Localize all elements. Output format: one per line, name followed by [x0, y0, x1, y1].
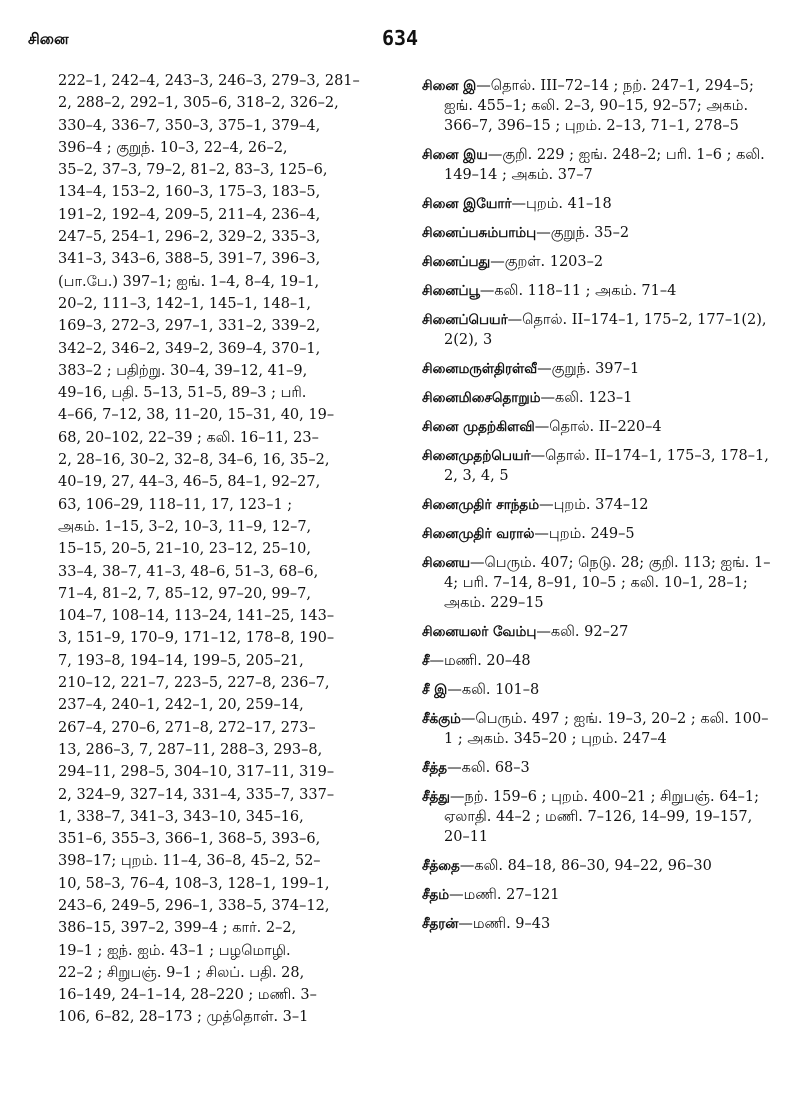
em-dash-separator: —	[479, 283, 495, 299]
entry-headword: சீதரன்	[422, 916, 459, 932]
entry-headword: சினைமிசைதொறும்	[422, 390, 541, 406]
dictionary-entry	[422, 281, 774, 301]
entry-citations: புறம். 249–5	[548, 526, 635, 542]
entry-citations: புறம். 41–18	[526, 196, 612, 212]
entry-headword: சீத்து	[422, 789, 450, 805]
entry-citations: கலி. 123–1	[554, 390, 633, 406]
citation-line: 222–1, 242–4, 243–3, 246–3, 279–3, 281–	[58, 73, 360, 89]
entry-citations: கலி. 92–27	[550, 624, 629, 640]
entry-citations: தொல். II–220–4	[549, 419, 662, 435]
citation-line: 383–2 ; பதிற்று. 30–4, 39–12, 41–9,	[58, 362, 308, 379]
page-header	[28, 26, 772, 58]
entry-citations: நற். 159–6 ; புறம். 400–21 ; சிறுபஞ். 64–1; ஏலாதி. 44–2 ; மணி. 7–126, 14–99, 19–157, 20–11	[444, 789, 760, 845]
citation-line: 49–16, பதி. 5–13, 51–5, 89–3 ; பரி.	[58, 385, 307, 402]
entry-headword: சினைமுதிர் வரால்	[422, 526, 535, 542]
entry-citations: கலி. 84–18, 86–30, 94–22, 96–30	[474, 858, 712, 874]
em-dash-separator: —	[458, 916, 473, 932]
entry-citations: கலி. 68–3	[461, 760, 530, 776]
entry-headword: சினை இயோர்	[422, 196, 512, 212]
em-dash-separator: —	[447, 682, 462, 698]
page-number: 634	[381, 26, 419, 50]
entry-headword: சினைப்பெயர்	[422, 312, 508, 328]
citation-line: 398–17; புறம். 11–4, 36–8, 45–2, 52–	[58, 853, 321, 870]
em-dash-separator: —	[537, 361, 552, 377]
entry-headword: சீத்த	[422, 760, 448, 776]
citation-line: 351–6, 355–3, 366–1, 368–5, 393–6,	[58, 831, 321, 848]
em-dash-separator: —	[530, 448, 546, 464]
citation-line: 106, 6–82, 28–173 ; முத்தொள். 3–1	[58, 1009, 309, 1026]
citation-line: அகம். 1–15, 3–2, 10–3, 11–9, 12–7,	[58, 518, 312, 535]
dictionary-entry	[422, 417, 774, 437]
em-dash-separator: —	[447, 760, 462, 776]
entry-headword: சினைப்பது	[422, 254, 491, 270]
left-column-citations	[58, 70, 378, 1029]
dictionary-entry	[422, 252, 774, 272]
citation-line: 2, 28–16, 30–2, 32–8, 34–6, 16, 35–2,	[58, 452, 330, 469]
entry-headword: சீக்கும்	[422, 711, 461, 727]
citation-line: 247–5, 254–1, 296–2, 329–2, 335–3,	[58, 229, 321, 246]
entry-citations: குறள். 1203–2	[504, 254, 604, 270]
entry-headword: சினைப்பசும்பாம்பு	[422, 225, 537, 241]
citation-line: 68, 20–102, 22–39 ; கலி. 16–11, 23–	[58, 429, 319, 446]
em-dash-separator: —	[449, 887, 464, 903]
dictionary-entry	[422, 553, 774, 613]
citation-line: 134–4, 153–2, 160–3, 175–3, 183–5,	[58, 184, 321, 201]
citation-line: 33–4, 38–7, 41–3, 48–6, 51–3, 68–6,	[58, 563, 319, 580]
em-dash-separator: —	[487, 147, 503, 163]
entry-citations: குறுந். 397–1	[551, 361, 640, 377]
entry-headword: சினை முதற்கிளவி	[422, 419, 535, 435]
citation-line: 267–4, 270–6, 271–8, 272–17, 273–	[58, 719, 316, 736]
citation-line: 16–149, 24–1–14, 28–220 ; மணி. 3–	[58, 987, 317, 1004]
dictionary-entry	[422, 914, 774, 934]
dictionary-entry	[422, 194, 774, 214]
em-dash-separator: —	[459, 858, 475, 874]
em-dash-separator: —	[511, 196, 527, 212]
entry-citations: தொல். III–72–14 ; நற். 247–1, 294–5; ஐங். 455–1; கலி. 2–3, 90–15, 92–57; அகம். 366–7, 396–15 ; புறம். 2–13, 71–1, 278–5	[444, 78, 754, 134]
entry-citations: மணி. 9–43	[472, 916, 551, 932]
entry-citations: கலி. 118–11 ; அகம். 71–4	[494, 283, 677, 299]
dictionary-entry	[422, 885, 774, 905]
dictionary-entry	[422, 495, 774, 515]
right-column-entries	[422, 76, 774, 943]
entry-headword: சினைமுதற்பெயர்	[422, 448, 531, 464]
dictionary-entry	[422, 145, 774, 185]
citation-line: 243–6, 249–5, 296–1, 338–5, 374–12,	[58, 897, 330, 914]
entry-citations: மணி. 27–121	[463, 887, 560, 903]
entry-citations: பெரும். 407; நெடு. 28; குறி. 113; ஐங். 1–4; பரி. 7–14, 8–91, 10–5 ; கலி. 10–1, 28–1; அகம். 229–15	[444, 555, 771, 611]
entry-citations: குறி. 229 ; ஐங். 248–2; பரி. 1–6 ; கலி. 149–14 ; அகம். 37–7	[444, 147, 765, 183]
dictionary-entry	[422, 787, 774, 847]
entry-headword: சீதம்	[422, 887, 450, 903]
em-dash-separator: —	[507, 312, 523, 328]
citation-line: 40–19, 27, 44–3, 46–5, 84–1, 92–27,	[58, 474, 321, 491]
dictionary-entry	[422, 709, 774, 749]
entry-citations: தொல். II–174–1, 175–3, 178–1, 2, 3, 4, 5	[444, 448, 769, 484]
running-headword: சினை	[28, 30, 69, 48]
citation-line: 341–3, 343–6, 388–5, 391–7, 396–3,	[58, 251, 321, 268]
citation-line: 191–2, 192–4, 209–5, 211–4, 236–4,	[58, 206, 321, 223]
citation-line: 330–4, 336–7, 350–3, 375–1, 379–4,	[58, 117, 321, 134]
citation-line: 1, 338–7, 341–3, 343–10, 345–16,	[58, 808, 304, 825]
em-dash-separator: —	[539, 497, 554, 513]
entry-citations: பெரும். 497 ; ஐங். 19–3, 20–2 ; கலி. 100–1 ; அகம். 345–20 ; புறம். 247–4	[444, 711, 769, 747]
dictionary-entry	[422, 223, 774, 243]
dictionary-entry	[422, 856, 774, 876]
citation-line: 19–1 ; ஐந். ஐம். 43–1 ; பழமொழி.	[58, 942, 291, 959]
dictionary-entry	[422, 680, 774, 700]
entry-headword: சீ	[422, 653, 430, 669]
em-dash-separator: —	[490, 254, 505, 270]
citation-line: 35–2, 37–3, 79–2, 81–2, 83–3, 125–6,	[58, 162, 328, 179]
citation-line: 386–15, 397–2, 399–4 ; கார். 2–2,	[58, 920, 297, 937]
em-dash-separator: —	[536, 624, 551, 640]
citation-line: 342–2, 346–2, 349–2, 369–4, 370–1,	[58, 340, 321, 357]
citation-line: 71–4, 81–2, 7, 85–12, 97–20, 99–7,	[58, 585, 312, 602]
dictionary-entry	[422, 622, 774, 642]
entry-headword: சினையலர் வேம்பு	[422, 624, 537, 640]
citation-line: 13, 286–3, 7, 287–11, 288–3, 293–8,	[58, 741, 323, 758]
citation-line: (பா.பே.) 397–1; ஐங். 1–4, 8–4, 19–1,	[58, 273, 320, 290]
em-dash-separator: —	[460, 711, 476, 727]
citation-line: 7, 193–8, 194–14, 199–5, 205–21,	[58, 652, 304, 669]
citation-line: 2, 324–9, 327–14, 331–4, 335–7, 337–	[58, 786, 335, 803]
entry-citations: மணி. 20–48	[443, 653, 531, 669]
citation-line: 169–3, 272–3, 297–1, 331–2, 339–2,	[58, 318, 321, 335]
dictionary-entry	[422, 524, 774, 544]
citation-line: 15–15, 20–5, 21–10, 23–12, 25–10,	[58, 541, 312, 558]
dictionary-entry	[422, 388, 774, 408]
dictionary-entry	[422, 359, 774, 379]
dictionary-entry	[422, 310, 774, 350]
entry-headword: சினை இய	[422, 147, 488, 163]
citation-line: 104–7, 108–14, 113–24, 141–25, 143–	[58, 608, 335, 625]
entry-citations: குறுந். 35–2	[550, 225, 630, 241]
entry-citations: தொல். II–174–1, 175–2, 177–1(2), 2(2), 3	[444, 312, 767, 348]
citation-line: 20–2, 111–3, 142–1, 145–1, 148–1,	[58, 295, 312, 312]
citation-line: 22–2 ; சிறுபஞ். 9–1 ; சிலப். பதி. 28,	[58, 964, 305, 981]
entry-headword: சினை இ	[422, 78, 477, 94]
em-dash-separator: —	[534, 526, 549, 542]
entry-citations: புறம். 374–12	[553, 497, 649, 513]
em-dash-separator: —	[449, 789, 465, 805]
em-dash-separator: —	[429, 653, 444, 669]
citation-line: 237–4, 240–1, 242–1, 20, 259–14,	[58, 697, 304, 714]
citation-line: 3, 151–9, 170–9, 171–12, 178–8, 190–	[58, 630, 335, 647]
citation-line: 10, 58–3, 76–4, 108–3, 128–1, 199–1,	[58, 875, 330, 892]
citation-line: 2, 288–2, 292–1, 305–6, 318–2, 326–2,	[58, 95, 339, 112]
em-dash-separator: —	[476, 78, 491, 94]
entry-headword: சினைப்பூ	[422, 283, 480, 299]
citation-line: 63, 106–29, 118–11, 17, 123–1 ;	[58, 496, 293, 513]
entry-headword: சினைய	[422, 555, 471, 571]
citation-line: 294–11, 298–5, 304–10, 317–11, 319–	[58, 764, 335, 781]
dictionary-entry	[422, 446, 774, 486]
entry-citations: கலி. 101–8	[461, 682, 540, 698]
entry-headword: சினைமுதிர் சாந்தம்	[422, 497, 540, 513]
em-dash-separator: —	[540, 390, 555, 406]
em-dash-separator: —	[536, 225, 551, 241]
em-dash-separator: —	[470, 555, 485, 571]
dictionary-entry	[422, 758, 774, 778]
citation-line: 210–12, 221–7, 223–5, 227–8, 236–7,	[58, 675, 330, 692]
entry-headword: சீ இ	[422, 682, 448, 698]
entry-headword: சினைமருள்திரள்வீ	[422, 361, 538, 377]
citation-line: 396–4 ; குறுந். 10–3, 22–4, 26–2,	[58, 139, 288, 156]
dictionary-entry	[422, 651, 774, 671]
dictionary-entry	[422, 76, 774, 136]
entry-headword: சீத்தை	[422, 858, 460, 874]
citation-line: 4–66, 7–12, 38, 11–20, 15–31, 40, 19–	[58, 407, 335, 424]
em-dash-separator: —	[534, 419, 550, 435]
